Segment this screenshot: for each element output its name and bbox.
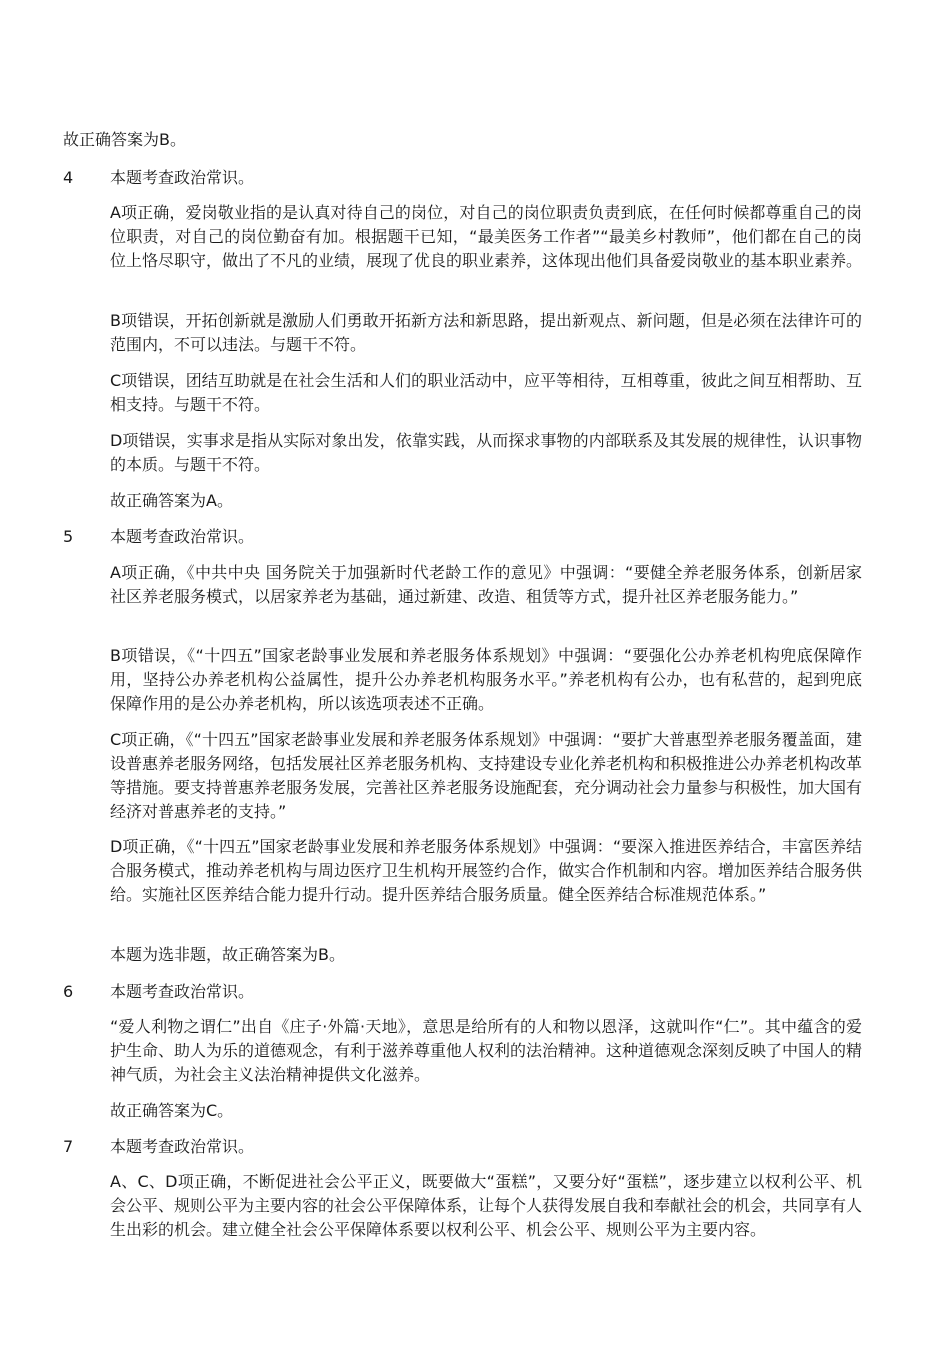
answer-paragraph: C项错误，团结互助就是在社会生活和人们的职业活动中，应平等相待，互相尊重，彼此之间互相帮助、互相支持。与题干不符。 — [110, 371, 862, 414]
answer-paragraph: D项错误，实事求是指从实际对象出发，依靠实践，从而探求事物的内部联系及其发展的规律性，认识事物的本质。与题干不符。 — [110, 431, 862, 474]
answer-conclusion: 故正确答案为A。 — [110, 491, 233, 510]
intro-answer: 故正确答案为B。 — [63, 130, 186, 149]
answer-paragraph: A项正确，爱岗敬业指的是认真对待自己的岗位，对自己的岗位职责负责到底，在任何时候都尊重自己的岗位职责，对自己的岗位勤奋有加。根据题干已知，“最美医务工作者”“最美乡村教师”，他们都在自己的岗位上恪尽职守，做出了不凡的业绩，展现了优良的职业素养，这体现出他们具备爱岗敬业的基本职业素养。 — [110, 203, 863, 270]
question-title: 本题考查政治常识。 — [110, 982, 255, 1001]
question-number: 4 — [63, 168, 74, 187]
answer-paragraph: B项错误，《“十四五”国家老龄事业发展和养老服务体系规划》中强调：“要强化公办养老机构兜底保障作用，坚持公办养老机构公益属性，提升公办养老机构服务水平。”养老机构有公办，也有私营的，起到兜底保障作用的是公办养老机构，所以该选项表述不正确。 — [110, 646, 862, 713]
answer-paragraph: D项正确，《“十四五”国家老龄事业发展和养老服务体系规划》中强调：“要深入推进医养结合，丰富医养结合服务模式，推动养老机构与周边医疗卫生机构开展签约合作，做实合作机制和内容。增加医养结合服务供给。实施社区医养结合能力提升行动。提升医养结合服务质量。健全医养结合标准规范体系。” — [110, 837, 863, 904]
answer-conclusion: 故正确答案为C。 — [110, 1101, 234, 1120]
question-number: 6 — [63, 982, 74, 1001]
answer-paragraph: “爱人利物之谓仁”出自《庄子·外篇·天地》，意思是给所有的人和物以恩泽，这就叫作“仁”。其中蕴含的爱护生命、助人为乐的道德观念，有利于滋养尊重他人权利的法治精神。这种道德观念深刻反映了中国人的精神气质，为社会主义法治精神提供文化滋养。 — [110, 1017, 863, 1084]
answer-paragraph: A项正确，《中共中央 国务院关于加强新时代老龄工作的意见》中强调：“要健全养老服务体系，创新居家社区养老服务模式，以居家养老为基础，通过新建、改造、租赁等方式，提升社区养老服务能力。” — [110, 563, 862, 606]
question-title: 本题考查政治常识。 — [110, 527, 255, 546]
question-title: 本题考查政治常识。 — [110, 1137, 255, 1156]
question-title: 本题考查政治常识。 — [110, 168, 255, 187]
answer-paragraph: A、C、D项正确，不断促进社会公平正义，既要做大“蛋糕”，又要分好“蛋糕”，逐步建立以权利公平、机会公平、规则公平为主要内容的社会公平保障体系，让每个人获得发展自我和奉献社会的机会，共同享有人生出彩的机会。建立健全社会公平保障体系要以权利公平、机会公平、规则公平为主要内容。 — [110, 1172, 863, 1239]
question-number: 7 — [63, 1137, 74, 1156]
answer-conclusion: 本题为选非题，故正确答案为B。 — [110, 945, 345, 964]
answer-paragraph: B项错误，开拓创新就是激励人们勇敢开拓新方法和新思路，提出新观点、新问题，但是必须在法律许可的范围内，不可以违法。与题干不符。 — [110, 311, 862, 354]
answer-paragraph: C项正确，《“十四五”国家老龄事业发展和养老服务体系规划》中强调：“要扩大普惠型养老服务覆盖面，建设普惠养老服务网络，包括发展社区养老服务机构、支持建设专业化养老机构和积极推进公办养老机构改革等措施。要支持普惠养老服务发展，完善社区养老服务设施配套，充分调动社会力量参与积极性，加大国有经济对普惠养老的支持。” — [110, 730, 863, 821]
question-number: 5 — [63, 527, 74, 546]
